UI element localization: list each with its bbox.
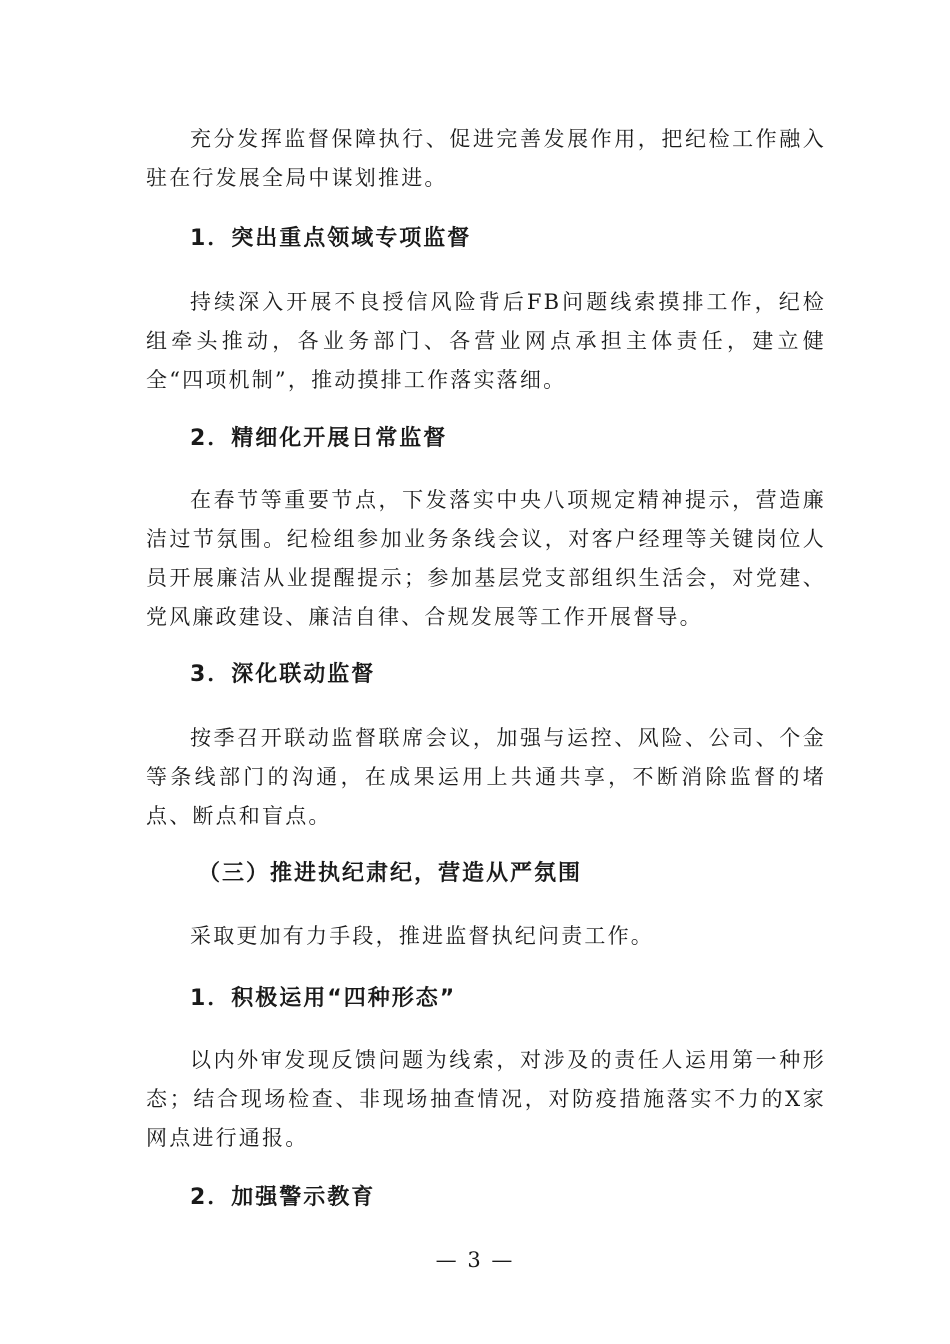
paragraph-joint-supervision: 按季召开联动监督联席会议，加强与运控、风险、公司、个金等条线部门的沟通，在成果运用上共通共享，不断消除监督的堵点、断点和盲点。 [146, 726, 826, 828]
heading-joint-supervision: 3．深化联动监督 [190, 662, 376, 687]
paragraph-discipline-intro: 采取更加有力手段，推进监督执纪问责工作。 [190, 924, 654, 948]
intro-paragraph: 充分发挥监督保障执行、促进完善发展作用，把纪检工作融入驻在行发展全局中谋划推进。 [146, 127, 826, 190]
heading-warning-education: 2．加强警示教育 [190, 1185, 376, 1210]
paragraph-daily-supervision: 在春节等重要节点，下发落实中央八项规定精神提示，营造廉洁过节氛围。纪检组参加业务条线会议，对客户经理等关键岗位人员开展廉洁从业提醒提示；参加基层党支部组织生活会，对党建、党风廉政建设、廉洁自律、合规发展等工作开展督导。 [146, 488, 826, 629]
paragraph-special-supervision: 持续深入开展不良授信风险背后FB问题线索摸排工作，纪检组牵头推动，各业务部门、各营业网点承担主体责任，建立健全“四项机制”，推动摸排工作落实落细。 [146, 290, 826, 392]
page-number: — 3 — [435, 1248, 515, 1272]
paragraph-four-forms: 以内外审发现反馈问题为线索，对涉及的责任人运用第一种形态；结合现场检查、非现场抽查情况，对防疫措施落实不力的X家网点进行通报。 [146, 1048, 826, 1150]
heading-block-3 [146, 660, 826, 690]
heading-daily-supervision: 2．精细化开展日常监督 [190, 426, 448, 451]
paragraph-block-4 [146, 917, 826, 956]
section-heading-discipline: （三）推进执纪肃纪，营造从严氛围 [198, 861, 583, 886]
section-heading-block [146, 859, 826, 889]
paragraph-block-5 [146, 1041, 826, 1158]
intro-paragraph-block [146, 120, 826, 198]
paragraph-block-1 [146, 283, 826, 400]
heading-special-supervision: 1．突出重点领域专项监督 [190, 226, 472, 251]
heading-block-2 [146, 424, 826, 454]
heading-four-forms: 1．积极运用“四种形态” [190, 986, 457, 1011]
paragraph-block-3 [146, 719, 826, 836]
heading-block-5 [146, 1183, 826, 1213]
heading-block-4 [146, 984, 826, 1014]
paragraph-block-2 [146, 481, 826, 637]
heading-block-1 [146, 224, 826, 254]
